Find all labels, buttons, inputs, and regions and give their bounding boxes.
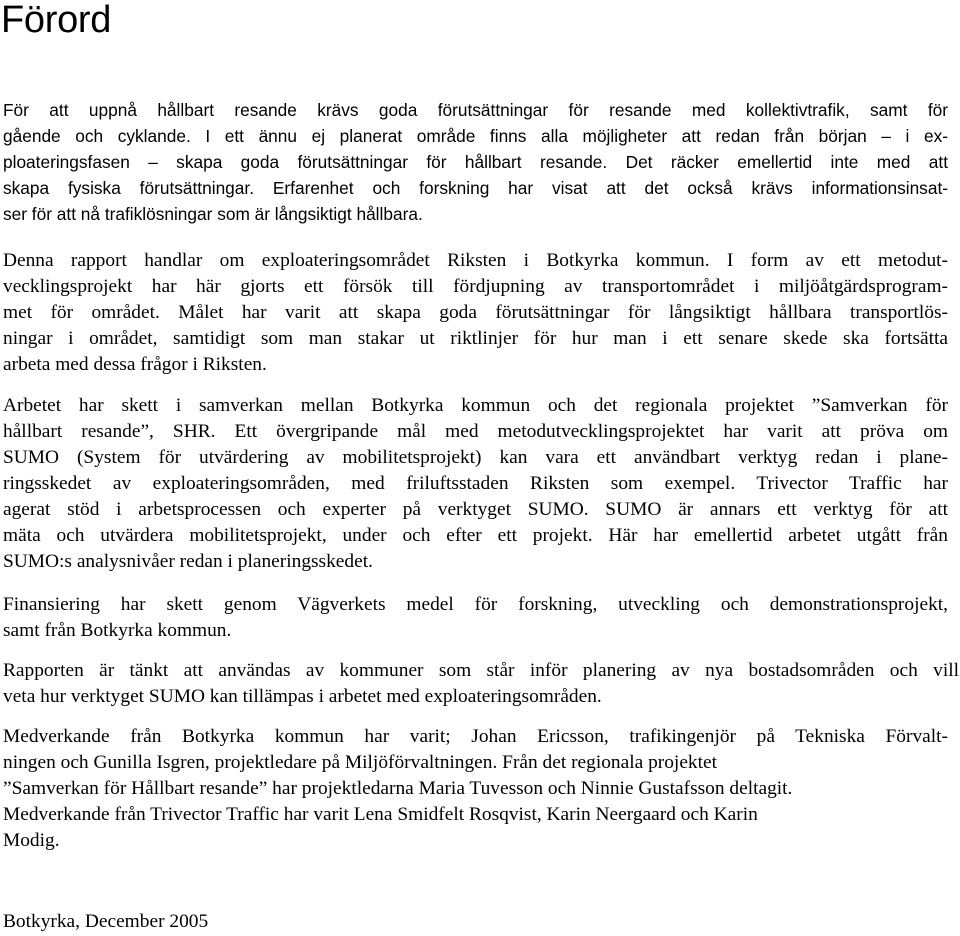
paragraph-funding	[3, 592, 948, 644]
text-line: Medverkande från Botkyrka kommun har varit; Johan Ericsson, trafikingenjör på Tekniska Förvalt-	[3, 726, 948, 747]
paragraph-report-scope	[3, 248, 948, 378]
text-line: Finansiering har skett genom Vägverkets medel för forskning, utveckling och demonstrationsprojekt,	[3, 594, 948, 615]
text-line: Rapporten är tänkt att användas av kommuner som står inför planering av nya bostadsområden och vill	[3, 660, 959, 681]
text-line: Denna rapport handlar om exploateringsområdet Riksten i Botkyrka kommun. I form av ett metodut-	[3, 250, 948, 271]
text-line: gående och cyklande. I ett ännu ej planerat område finns alla möjligheter att redan från början – i ex-	[3, 126, 948, 146]
text-line: Medverkande från Trivector Traffic har varit Lena Smidfelt Rosqvist, Karin Neergaard och Karin	[3, 804, 758, 825]
text-line: SUMO (System för utvärdering av mobilitetsprojekt) kan vara ett användbart verktyg redan i plane-	[3, 447, 948, 468]
text-line: veta hur verktyget SUMO kan tillämpas i arbetet med exploateringsområden.	[3, 686, 602, 707]
text-line: Arbetet har skett i samverkan mellan Botkyrka kommun och det regionala projektet ”Samverkan för	[3, 395, 948, 416]
paragraph-intro	[3, 97, 948, 227]
text-line: ”Samverkan för Hållbart resande” har projektledarna Maria Tuvesson och Ninnie Gustafsson deltagit.	[3, 778, 793, 799]
text-line: samt från Botkyrka kommun.	[3, 620, 232, 641]
text-line: För att uppnå hållbart resande krävs goda förutsättningar för resande med kollektivtrafik, samt för	[3, 100, 948, 120]
text-line: agerat stöd i arbetsprocessen och experter på verktyget SUMO. SUMO är annars ett verktyg för att	[3, 499, 948, 520]
text-line: met för området. Målet har varit att skapa goda förutsättningar för långsiktigt hållbara transportlös-	[3, 302, 948, 323]
text-line: SUMO:s analysnivåer redan i planeringsskedet.	[3, 551, 373, 572]
text-line: hållbart resande”, SHR. Ett övergripande mål med metodutvecklingsprojektet har varit att pröva om	[3, 421, 948, 442]
page-title: Förord	[1, 0, 112, 41]
text-line: skapa fysiska förutsättningar. Erfarenhet och forskning har visat att det också krävs informationsinsat-	[3, 178, 948, 198]
paragraph-collaboration	[3, 393, 948, 575]
text-line: ploateringsfasen – skapa goda förutsättningar för hållbart resande. Det räcker emellertid inte med att	[3, 152, 948, 172]
text-line: arbeta med dessa frågor i Riksten.	[3, 354, 267, 375]
text-line: Botkyrka, December 2005	[3, 911, 209, 932]
text-line: ser för att nå trafiklösningar som är långsiktigt hållbara.	[3, 204, 423, 224]
text-line: vecklingsprojekt har här gjorts ett försök till fördjupning av transportområdet i miljöåtgärdsprogram-	[3, 276, 948, 297]
text-line: Modig.	[3, 830, 60, 851]
paragraph-intended-use	[3, 658, 959, 710]
paragraph-contributors	[3, 724, 948, 854]
place-and-date	[3, 909, 403, 935]
text-line: ningen och Gunilla Isgren, projektledare på Miljöförvaltningen. Från det regionala projektet	[3, 752, 717, 773]
text-line: mäta och utvärdera mobilitetsprojekt, under och efter ett projekt. Här har emellertid arbetet utgått från	[3, 525, 948, 546]
text-line: ningar i området, samtidigt som man stakar ut riktlinjer för hur man i ett senare skede ska fortsätta	[3, 328, 948, 349]
text-line: ringsskedet av exploateringsområden, med friluftsstaden Riksten som exempel. Trivector Traffic har	[3, 473, 948, 494]
